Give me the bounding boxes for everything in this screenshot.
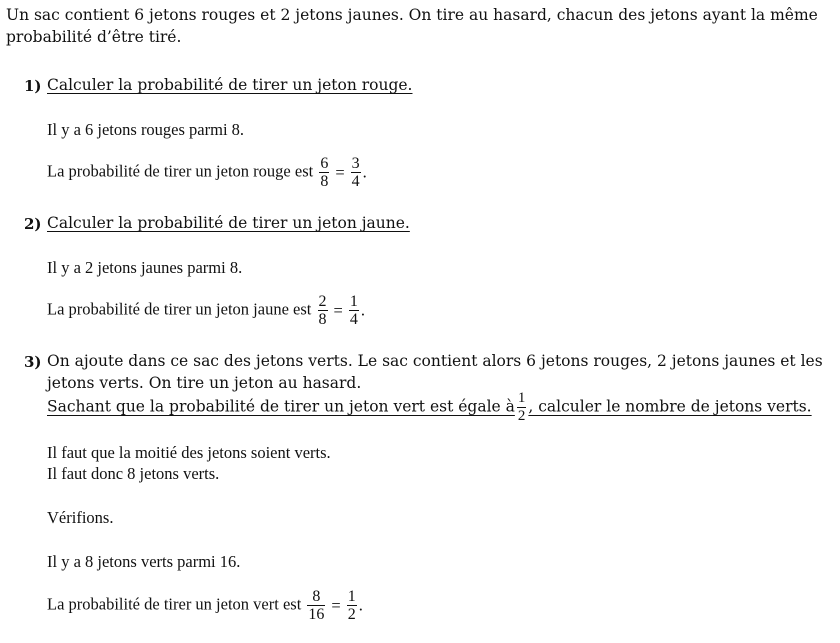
question-2-answer-line-2 <box>47 293 365 328</box>
question-2-answer-prefix: La probabilité de tirer un jeton jaune est <box>47 299 312 319</box>
period: . <box>358 595 363 615</box>
fraction-1-over-2: $\frac{1}{2}$ <box>517 390 526 424</box>
question-3-answer-line-3: Il y a 8 jetons verts parmi 16. <box>47 552 241 571</box>
fraction-8-over-16: $\frac{8}{16}$ <box>308 588 325 623</box>
question-3-answer-line-4 <box>47 588 363 623</box>
fraction-1-over-4: $\frac{1}{4}$ <box>349 293 358 328</box>
question-2-number: 2) <box>24 215 42 233</box>
question-3-number: 3) <box>24 353 42 371</box>
fraction-3-over-4: $\frac{3}{4}$ <box>351 155 360 190</box>
intro-paragraph: Un sac contient 6 jetons rouges et 2 jetons jaunes. On tire au hasard, chacun des jetons ayant la même probabilité d’être tiré. <box>6 6 818 46</box>
question-1-answer-line-2 <box>47 155 367 190</box>
question-3-statement: On ajoute dans ce sac des jetons verts. Le sac contient alors 6 jetons rouges, 2 jetons jaunes et les jetons verts. On tire un jeton au hasard. <box>47 352 823 392</box>
period: . <box>362 162 367 182</box>
question-3-answer-line-2: Il faut donc 8 jetons verts. <box>47 464 220 483</box>
question-3-verify: Vérifions. <box>47 508 114 527</box>
fraction-2-over-8: $\frac{2}{8}$ <box>318 293 327 328</box>
question-3-answer-line-1: Il faut que la moitié des jetons soient verts. <box>47 443 331 462</box>
question-1-answer-prefix: La probabilité de tirer un jeton rouge est <box>47 161 314 181</box>
equals-sign: = <box>331 595 341 615</box>
equals-sign: = <box>335 162 345 182</box>
fraction-1-over-2-result: $\frac{1}{2}$ <box>347 588 356 623</box>
question-3-question <box>47 390 832 425</box>
question-2-answer-line-1: Il y a 2 jetons jaunes parmi 8. <box>47 258 243 277</box>
period: . <box>360 300 365 320</box>
question-2-text: Calculer la probabilité de tirer un jeton jaune. <box>47 214 410 232</box>
question-1-text: Calculer la probabilité de tirer un jeton rouge. <box>47 76 413 94</box>
question-3-question-prefix: Sachant que la probabilité de tirer un jeton vert est égale à <box>47 397 515 416</box>
question-1-number: 1) <box>24 77 42 95</box>
equals-sign: = <box>333 300 343 320</box>
fraction-6-over-8: $\frac{6}{8}$ <box>320 155 329 190</box>
question-1-answer-line-1: Il y a 6 jetons rouges parmi 8. <box>47 120 245 139</box>
question-3-answer-prefix: La probabilité de tirer un jeton vert est <box>47 594 302 614</box>
question-3-question-suffix: , calculer le nombre de jetons verts. <box>528 397 812 416</box>
